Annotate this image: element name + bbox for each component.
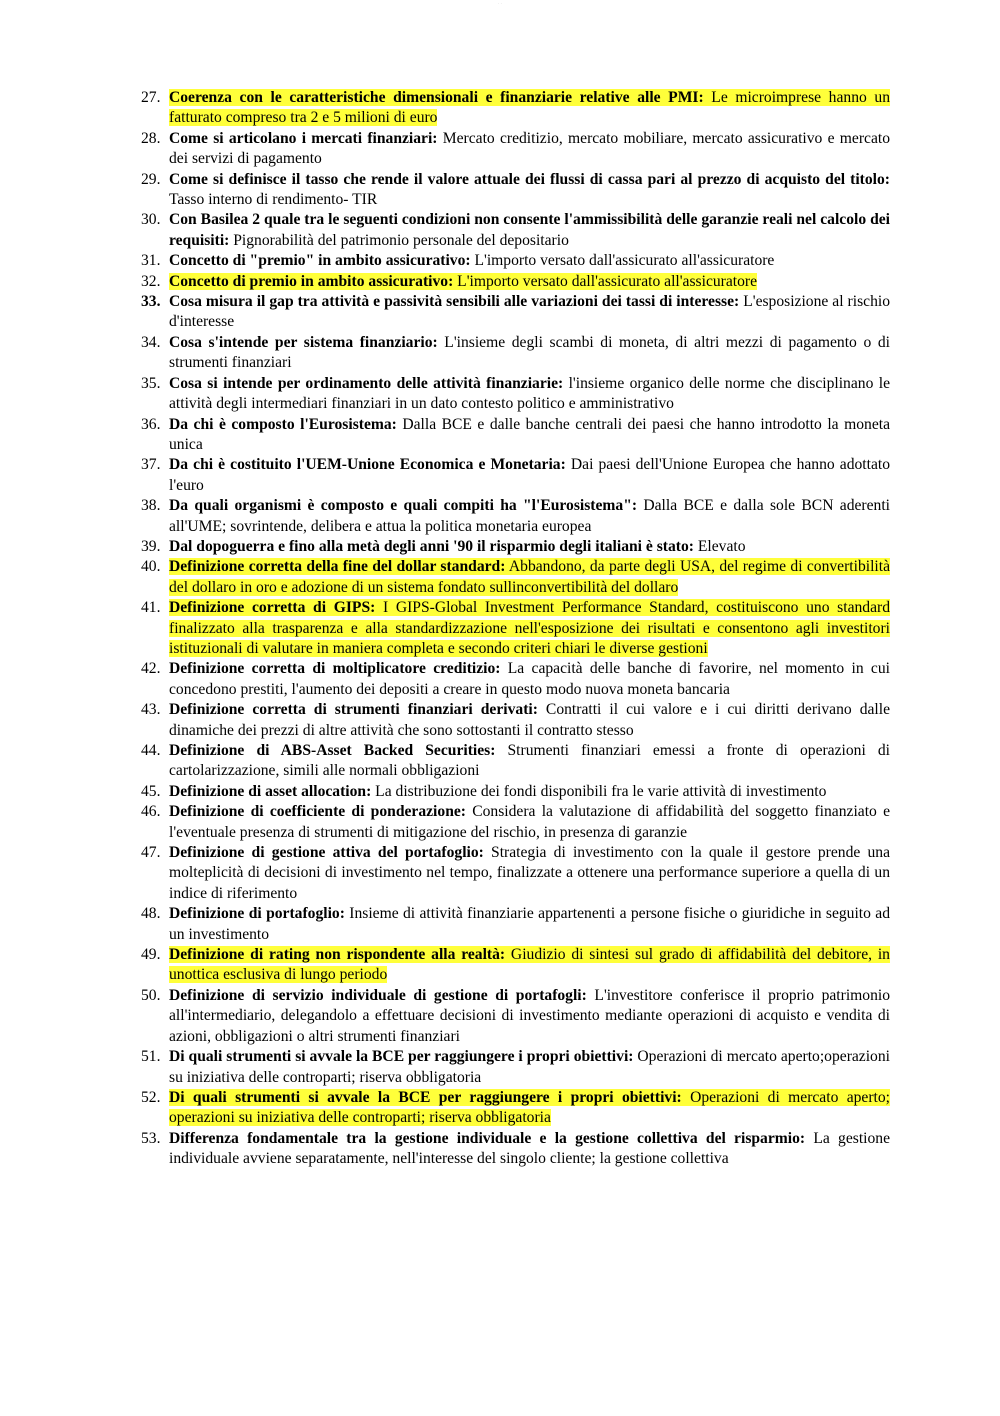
item-question: Definizione di gestione attiva del portafoglio: <box>169 844 484 862</box>
item-number: 44. <box>141 742 161 759</box>
document-page <box>141 88 890 1170</box>
item-question: Dal dopoguerra e fino alla metà degli anni '90 il risparmio degli italiani è stato: <box>169 537 694 555</box>
item-answer: Mercato creditizio, mercato mobiliare, mercato assicurativo e mercato dei servizi di pagamento <box>169 129 891 168</box>
list-item <box>141 1088 890 1129</box>
item-answer: La capacità delle banche di favorire, nel momento in cui concedono prestiti, l'aumento dei depositi a creare in questo modo nuova moneta bancaria <box>169 660 890 698</box>
item-question: Con Basilea 2 quale tra le seguenti condizioni non consente l'ammissibilità delle garanzie reali nel calcolo dei requisiti: <box>169 211 890 249</box>
item-body <box>169 782 890 802</box>
item-answer: Giudizio di sintesi sul grado di affidabilità del debitore, in unottica esclusiva di lungo periodo <box>169 946 890 984</box>
item-body <box>169 170 890 211</box>
list-item <box>141 272 890 292</box>
list-item <box>141 741 890 782</box>
item-body <box>169 415 890 456</box>
item-answer: Elevato <box>693 537 746 555</box>
item-number: 38. <box>141 497 161 515</box>
item-question: Come si definisce il tasso che rende il valore attuale dei flussi di cassa pari al prezzo di acquisto del titolo: <box>169 170 890 188</box>
item-number: 39. <box>141 537 161 555</box>
page-header: · · <box>498 1 502 6</box>
item-answer: Operazioni di mercato aperto; operazioni su iniziativa delle controparti; riserva obbligatoria <box>169 1088 890 1127</box>
item-number: 52. <box>141 1088 161 1106</box>
item-number: 48. <box>141 905 161 923</box>
item-body <box>169 374 890 415</box>
item-answer: l'insieme organico delle norme che disciplinano le attività degli intermediari finanziari in un dato contesto politico e amministrativo <box>169 374 890 413</box>
item-answer: Dai paesi dell'Unione Europea che hanno adottato l'euro <box>169 456 891 494</box>
item-answer: Abbandono, da parte degli USA, del regime di convertibilità del dollaro in oro e adozione di un sistema fondato sullinconvertibilità del dollaro <box>169 558 891 596</box>
item-answer: L'esposizione al rischio d'interesse <box>169 293 891 331</box>
item-answer: Tasso interno di rendimento- TIR <box>169 191 378 209</box>
item-question: Cosa s'intende per sistema finanziario: <box>169 333 438 351</box>
item-answer: I GIPS-Global Investment Performance Standard, costituiscono uno standard finalizzato alla trasparenza e alla standardizzazione nell'esposizione dei risultati e consentono agli investitori istituzionali di valutare in maniera completa e secondo criteri chiari le diverse gestioni <box>169 599 890 657</box>
item-question: Definizione di rating non rispondente alla realtà: <box>169 946 506 964</box>
item-question: Concetto di "premio" in ambito assicurativo: <box>169 252 471 270</box>
item-question: Da quali organismi è composto e quali compiti ha "l'Eurosistema": <box>169 497 638 515</box>
item-answer: Strumenti finanziari emessi a fronte di operazioni di cartolarizzazione, simili alle normali obbligazioni <box>169 742 890 780</box>
item-body <box>169 802 890 843</box>
item-body <box>169 1088 890 1129</box>
item-body <box>169 1129 890 1170</box>
item-body <box>169 741 890 782</box>
item-number: 29. <box>141 170 161 188</box>
item-number: 34. <box>141 333 161 351</box>
item-number: 37. <box>141 456 161 474</box>
item-question: Da chi è composto l'Eurosistema: <box>169 415 397 433</box>
list-item <box>141 496 890 537</box>
list-item <box>141 598 890 659</box>
item-answer: L'importo versato dall'assicurato all'assicuratore <box>453 272 758 290</box>
item-body <box>169 129 890 170</box>
item-number: 40. <box>141 558 161 576</box>
list-item <box>141 904 890 945</box>
item-answer: Le microimprese hanno un fatturato compreso tra 2 e 5 milioni di euro <box>169 89 890 127</box>
item-number: 30. <box>141 211 161 229</box>
item-question: Di quali strumenti si avvale la BCE per raggiungere i propri obiettivi: <box>169 1088 682 1106</box>
item-question: Definizione corretta di strumenti finanziari derivati: <box>169 701 538 719</box>
item-number: 28. <box>141 129 161 147</box>
item-question: Definizione di asset allocation: <box>169 782 372 800</box>
item-answer: L'investitore conferisce il proprio patrimonio all'intermediario, delegandolo a effettuare decisioni di investimento mediante operazioni di acquisto e vendita di azioni, obbligazioni o altri strumenti finanziari <box>169 986 891 1045</box>
item-question: Definizione corretta della fine del dollar standard: <box>169 558 506 576</box>
list-item <box>141 659 890 700</box>
item-answer: Dalla BCE e dalle banche centrali dei paesi che hanno introdotto la moneta unica <box>169 415 890 453</box>
item-question: Definizione corretta di moltiplicatore creditizio: <box>169 660 501 678</box>
list-item <box>141 251 890 271</box>
item-question: Definizione di ABS-Asset Backed Securities: <box>169 742 496 759</box>
item-body <box>169 333 890 374</box>
item-question: Cosa si intende per ordinamento delle attività finanziarie: <box>169 374 564 392</box>
item-number: 31. <box>141 252 161 270</box>
item-number: 45. <box>141 782 161 800</box>
item-number: 33. <box>141 293 161 311</box>
item-body <box>169 700 890 741</box>
item-number: 50. <box>141 986 161 1004</box>
item-answer: L'importo versato dall'assicurato all'assicuratore <box>470 252 775 270</box>
item-body <box>169 251 890 271</box>
item-question: Definizione di servizio individuale di gestione di portafogli: <box>169 986 587 1004</box>
item-question: Differenza fondamentale tra la gestione individuale e la gestione collettiva del risparmio: <box>169 1129 806 1147</box>
item-body <box>169 292 890 333</box>
item-question: Da chi è costituito l'UEM-Unione Economica e Monetaria: <box>169 456 566 474</box>
item-body <box>169 210 890 251</box>
item-number: 41. <box>141 599 161 617</box>
item-body <box>169 557 890 598</box>
item-question: Definizione di coefficiente di ponderazione: <box>169 803 466 821</box>
list-item <box>141 88 890 129</box>
item-body <box>169 537 890 557</box>
item-number: 49. <box>141 946 161 964</box>
item-question: Definizione di portafoglio: <box>169 905 345 923</box>
item-number: 46. <box>141 803 161 821</box>
item-number: 43. <box>141 701 161 719</box>
list-item <box>141 170 890 211</box>
item-answer: L'insieme degli scambi di moneta, di altri mezzi di pagamento o di strumenti finanziari <box>169 333 890 372</box>
list-item <box>141 537 890 557</box>
item-question: Come si articolano i mercati finanziari: <box>169 129 438 147</box>
item-answer: Pignorabilità del patrimonio personale del depositario <box>229 231 569 249</box>
item-body <box>169 986 890 1047</box>
item-number: 32. <box>141 272 161 290</box>
list-item <box>141 700 890 741</box>
list-item <box>141 557 890 598</box>
item-number: 35. <box>141 374 161 392</box>
item-body <box>169 598 890 659</box>
item-number: 42. <box>141 660 161 678</box>
item-body <box>169 272 890 292</box>
item-question: Di quali strumenti si avvale la BCE per raggiungere i propri obiettivi: <box>169 1048 634 1066</box>
list-item <box>141 333 890 374</box>
list-item <box>141 129 890 170</box>
item-question: Concetto di premio in ambito assicurativo: <box>169 272 454 290</box>
list-item <box>141 1129 890 1170</box>
item-body <box>169 496 890 537</box>
list-item <box>141 374 890 415</box>
item-number: 27. <box>141 89 161 106</box>
item-answer: La distribuzione dei fondi disponibili fra le varie attività di investimento <box>371 782 827 800</box>
item-body <box>169 904 890 945</box>
item-body <box>169 843 890 904</box>
list-item <box>141 986 890 1047</box>
list-item <box>141 945 890 986</box>
list-item <box>141 782 890 802</box>
list-item <box>141 1047 890 1088</box>
item-answer: Dalla BCE e dalla sole BCN aderenti all'UME; sovrintende, delibera e attua la politica monetaria europea <box>169 497 890 535</box>
item-number: 51. <box>141 1048 161 1066</box>
list-item <box>141 802 890 843</box>
item-answer: Operazioni di mercato aperto;operazioni su iniziativa delle controparti; riserva obbligatoria <box>169 1048 890 1086</box>
item-answer: Considera la valutazione di affidabilità del soggetto finanziato e l'eventuale presenza di strumenti di mitigazione del rischio, in presenza di garanzie <box>169 803 890 841</box>
item-answer: Strategia di investimento con la quale il gestore prende una molteplicità di decisioni di investimento nel tempo, finalizzate a ottenere una performance superiore a quella di un indice di riferimento <box>169 844 890 902</box>
list-item <box>141 843 890 904</box>
list-item <box>141 292 890 333</box>
item-body <box>169 659 890 700</box>
list-item <box>141 210 890 251</box>
item-number: 47. <box>141 844 161 862</box>
item-body <box>169 945 890 986</box>
list-item <box>141 415 890 456</box>
item-question: Coerenza con le caratteristiche dimensionali e finanziarie relative alle PMI: <box>169 89 704 106</box>
item-number: 53. <box>141 1129 161 1147</box>
item-body <box>169 455 890 496</box>
item-answer: La gestione individuale avviene separatamente, nell'interesse del singolo cliente; la gestione collettiva <box>169 1129 890 1168</box>
item-body <box>169 88 890 129</box>
list-item <box>141 455 890 496</box>
item-question: Definizione corretta di GIPS: <box>169 599 376 617</box>
item-body <box>169 1047 890 1088</box>
item-answer: Contratti il cui valore e i cui diritti derivano dalle dinamiche dei prezzi di altre attività che sono sottostanti il contratto stesso <box>169 701 890 739</box>
item-question: Cosa misura il gap tra attività e passività sensibili alle variazioni dei tassi di interesse: <box>169 293 740 311</box>
item-number: 36. <box>141 415 161 433</box>
item-answer: Insieme di attività finanziarie appartenenti a persone fisiche o giuridiche in seguito ad un investimento <box>169 905 890 943</box>
